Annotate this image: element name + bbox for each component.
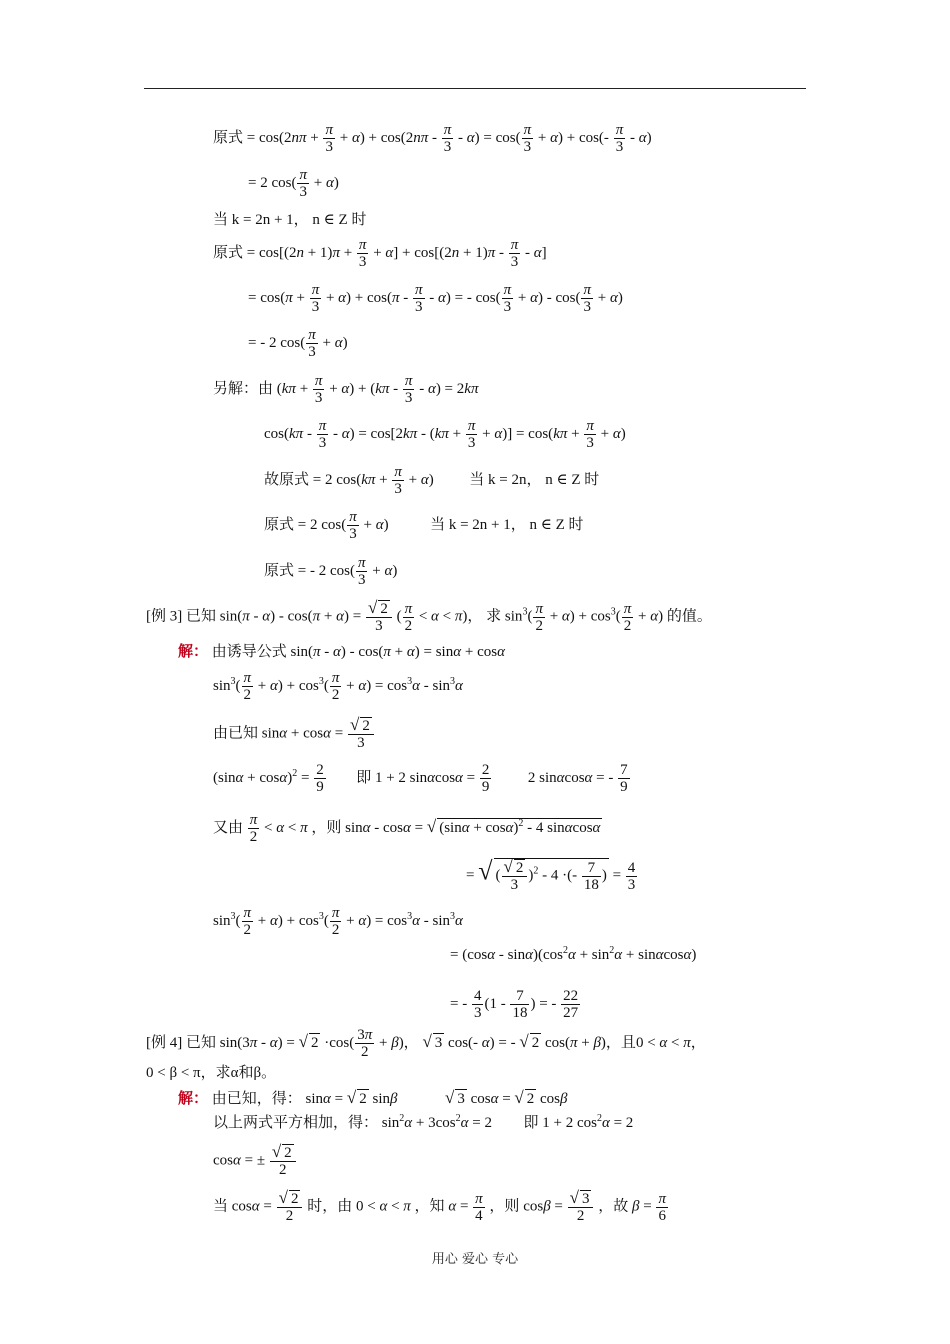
example4-statement-2	[146, 1064, 276, 1082]
step-text: ，则	[489, 1198, 520, 1215]
example-tag: [例 4]	[146, 1034, 183, 1051]
step-text: ，故	[598, 1198, 629, 1215]
and-text: ，且	[605, 1034, 636, 1051]
example3-sol-2: $\sin^3$( $\frac{\pi}{2}$ + $\alpha) + \cos^3$( $\frac{\pi}{2}$ + $\alpha) = \cos^3\alpha - \sin^3\alpha$	[213, 670, 463, 703]
label: 原式	[213, 244, 244, 261]
page-footer: 用心 爱心 专心	[431, 1252, 519, 1267]
cond-text: k = 2n + 1， n ∈ Z 时	[448, 516, 584, 533]
ask-tail: 的值。	[666, 608, 712, 625]
label: 原式	[264, 562, 295, 579]
eq-line-6: = - 2 cos( $\frac{\pi}{3}$ + α)	[248, 327, 348, 360]
when-text: 当	[213, 212, 229, 228]
when-text: 当	[430, 516, 446, 533]
when-text: 当	[469, 471, 485, 488]
example3-sol-6: = √ ( $\frac{√ 2}{3}$ )$^2$ - 4 ·(- $\frac{7}{18}$ ) = $\frac{4}{3}$	[466, 856, 636, 893]
eq-line-5: = cos(π + $\frac{\pi}{3}$ + α) + cos(π - $\frac{\pi}{3}$ - α) = - cos( $\frac{\pi}{3}$ + α) - cos( $\frac{\pi}{3}$ + α)	[248, 282, 623, 315]
step-text: 由诱导公式	[211, 644, 287, 660]
solution-label: 解：	[178, 1091, 209, 1107]
example4-statement: [例 4] 已知 sin(3π - α) = √ 2 ·cos( $\frac{3\pi}{2}$ + β)， √ 3 cos(- α) = - √ 2 cos(π + β)，且0 < α < π，	[146, 1027, 706, 1060]
eq-line-11: 原式 = 2 cos( $\frac{\pi}{3}$ + α) 当 k = 2n + 1， n ∈ Z 时	[264, 509, 584, 542]
example3-sol-3: 由已知 sinα + cosα = $\frac{√ 2}{3}$	[213, 717, 375, 751]
header-rule	[144, 88, 806, 89]
eq-line-7: 另解：由 (kπ + $\frac{\pi}{3}$ + α) + (kπ - $\frac{\pi}{3}$ - α) = 2kπ	[213, 373, 479, 406]
eq-line-3	[213, 211, 366, 229]
eq-line-12: 原式 = - 2 cos( $\frac{\pi}{3}$ + α)	[264, 555, 398, 588]
eq-line-1: 原式 = cos(2nπ + $\frac{\pi}{3}$ + α) + cos(2nπ - $\frac{\pi}{3}$ - α) = cos( $\frac{\pi}{3}$ + α) + cos(- $\frac{\pi}{3}$ - α)	[213, 122, 652, 155]
ask-text: 求	[486, 608, 502, 625]
step-text: 由已知	[213, 725, 259, 742]
step-text: 又由	[213, 819, 244, 836]
eq-line-4: 原式 = cos[(2n + 1)π + $\frac{\pi}{3}$ + α] + cos[(2n + 1)π - $\frac{\pi}{3}$ - α]	[213, 237, 547, 270]
eq-line-10: 故原式 = 2 cos(kπ + $\frac{\pi}{3}$ + α) 当 k = 2n， n ∈ Z 时	[264, 464, 600, 497]
step-text: 以上两式平方相加，得：	[213, 1115, 379, 1131]
cond-text: k = 2n + 1， n ∈ Z 时	[231, 212, 367, 228]
example3-sol-4: $(\sin\alpha + \cos\alpha)^2$ = $\frac{2}{9}$ 即 1 + 2 sinαcosα = $\frac{2}{9}$ 2 sinαcosα = - $\frac{7}{9}$	[213, 762, 628, 795]
example3-statement: [例 3] 已知 sin(π - α) - cos(π + α) = $\frac{√ 2}{3}$ ( $\frac{\pi}{2}$ < α < π)， 求 $\sin^3$( $\frac{\pi}{2}$ + $\alpha) + \cos^3$( $\frac{\pi}{2}$ + α) 的值。	[146, 598, 712, 634]
step-text: 即	[356, 769, 372, 786]
given-text: 已知	[186, 1034, 217, 1051]
label: 另解：由	[213, 380, 274, 397]
example-tag: [例 3]	[146, 608, 183, 625]
example4-sol-3: cosα = ± $\frac{√ 2}{2}$	[213, 1144, 297, 1178]
example4-sol-1: 解： 由已知，得： sinα = √ 2 sinβ √ 3 cosα = √ 2 cosβ	[178, 1088, 568, 1107]
example4-sol-4: 当 cosα = $\frac{√ 2}{2}$ 时，由 0 < α < π ，知 α = $\frac{\pi}{4}$ ，则 cosβ = $\frac{√ 3}{2}$ ，故 β = $\frac{\pi}{6}$	[213, 1188, 666, 1224]
cond-text: k = 2n， n ∈ Z 时	[488, 471, 600, 488]
given-text: 已知	[186, 608, 217, 625]
eq-line-2: = 2 cos( $\frac{\pi}{3}$ + α)	[248, 167, 339, 200]
example4-sol-2: 以上两式平方相加，得： $\sin^2\alpha + 3\cos^2\alpha = 2$ 即 1 + 2 $\cos^2\alpha = 2$	[213, 1113, 634, 1131]
example3-sol-1: 解： 由诱导公式 sin(π - α) - cos(π + α) = sinα + cosα	[178, 644, 505, 660]
label: 原式	[264, 516, 295, 533]
example3-sol-7: $\sin^3$( $\frac{\pi}{2}$ + $\alpha) + \cos^3$( $\frac{\pi}{2}$ + $\alpha) = \cos^3\alpha - \sin^3\alpha$	[213, 905, 463, 938]
eq-line-8: cos(kπ - $\frac{\pi}{3}$ - α) = cos[2kπ - (kπ + $\frac{\pi}{3}$ + α)] = cos(kπ + $\frac{\pi}{3}$ + α)	[264, 418, 626, 451]
step-text: 当	[213, 1198, 229, 1215]
step-text: 即	[523, 1115, 539, 1131]
solution-label: 解：	[178, 644, 209, 660]
step-text: 时，由	[307, 1198, 353, 1215]
label: 原式	[213, 129, 244, 146]
example3-sol-5: 又由 $\frac{\pi}{2}$ < α < π ，则 sinα - cosα = √ $(\sin\alpha + \cos\alpha)^2 - 4$ sinαcosα	[213, 812, 601, 845]
example3-sol-9: = - $\frac{4}{3}$ (1 - $\frac{7}{18}$ ) = - $\frac{22}{27}$	[450, 988, 579, 1021]
ask-text: ，求α和β。	[200, 1065, 277, 1081]
example3-sol-8: = $(\cos\alpha - \sin\alpha)(\cos^2\alpha + \sin^2\alpha + \sin\alpha\cos\alpha)$	[450, 945, 697, 963]
step-text: 由已知，得：	[211, 1091, 302, 1107]
step-text: ，知	[414, 1198, 445, 1215]
step-text: ，则	[311, 819, 342, 836]
label: 故原式	[264, 471, 310, 488]
cond-text: 0 < β < π	[146, 1065, 201, 1081]
